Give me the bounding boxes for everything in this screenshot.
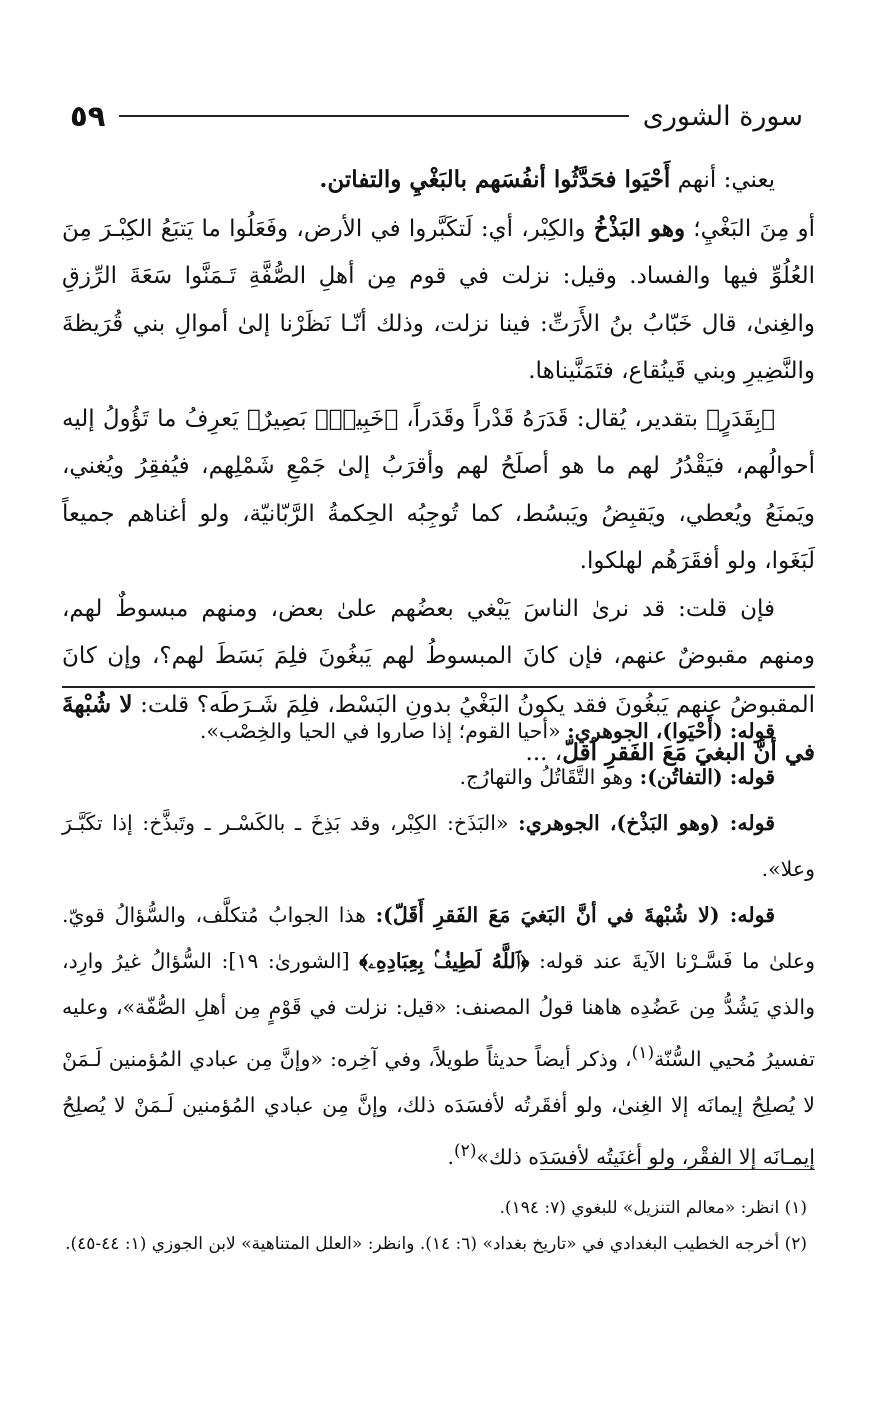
bold-text-run: قوله: (أَحْيَوا)، الجوهري: (567, 719, 775, 743)
main-text (62, 156, 815, 778)
header-rule (119, 115, 628, 117)
main-paragraph-1 (62, 156, 815, 205)
bold-text-run: لا شُبْهةَ في أنَّ البغيَ مَعَ الفَقرِ أقلّ (62, 690, 815, 766)
bold-text-run: وهو البَذْخُ (593, 214, 686, 242)
running-header (70, 96, 803, 136)
main-paragraph-3: ﴿بِقَدَرٍ﴾ بتقدير، يُقال: قَدَرَهُ قَدْراً وقَدَراً، ﴿خَبِيرُۢ بَصِيرٌ﴾ يَعرِفُ ما تَؤُولُ إليه أحوالُهم، فيَقْدُرُ لهم ما هو أصلَحُ لهم وأقرَبُ إلىٰ جَمْعِ شَمْلِهم، فيُفقِرُ ويُغني، ويَمنَعُ ويُعطي، ويَقبِضُ ويَبسُط، كما تُوجِبُه الحِكمةُ الرَّبّانيّة، ولو أغناهم جميعاً لَبَغَوا، ولو أفقَرَهُم لهلكوا. (62, 405, 815, 574)
text-run: ، ... (525, 740, 563, 766)
commentary-note-2 (62, 754, 815, 800)
text-run: «البَذَخ: الكِبْر، وقد بَذِخَ ـ بالكَسْـر ـ وتَبذَّخ: إذا تكَبَّـرَ وعلا». (62, 811, 815, 881)
text-run: ، وذكر أيضاً حديثاً طويلاً، وفي آخِره: «وإنَّ مِن عبادي المُؤمنين لَـمَنْ لا يُصلِحُ إيمانَه إلا الغِنىٰ، ولو أفقَرتُه لأفسَدَه ذلك، وإنَّ مِن عبادي المُؤمنين لَـمَنْ لا يُصلِحُ إيمـانَه إلا الفقْر، ولو أغنَيتُه لأفسَدَه ذلك» (62, 1046, 815, 1169)
bold-text-run: أَحْيَوا فحَدَّثُوا أنفُسَهم بالبَغْيِ والتفاتن. (319, 166, 671, 193)
text-run: فإن قلت: قد نرىٰ الناسَ يَبْغي بعضُهم علىٰ بعض، ومنهم مبسوطٌ لهم، ومنهم مقبوضٌ عنهم، فإن كانَ المبسوطُ لهم يَبغُونَ فلِمَ بَسَطَ لهم؟، وإن كانَ المقبوضُ عنهم يَبغُونَ فقد يكونُ البَغْيُ بدونِ البَسْط، فلِمَ شَـرَطَه؟ قلت: (62, 595, 815, 718)
footnote-separator (540, 1169, 815, 1170)
text-run: وهو التَّقَاتُلُ والتهارُج. (459, 765, 640, 789)
commentary-separator (62, 686, 815, 688)
commentary-note-4 (62, 892, 815, 1180)
bold-text-run: قوله: (وهو البَذْخ)، الجوهري: (518, 811, 775, 835)
text-run: يعني: أنهم (670, 167, 775, 193)
bold-text-run: قوله: (التفاتُن): (639, 765, 775, 789)
commentary-text (62, 708, 815, 1180)
text-run: والكِبْر، أي: لَتكَبَّروا في الأرض، وفَعَلُوا ما يَتبَعُ الكِبْـرَ مِنَ العُلُوِّ فيها والفساد. وقيل: نزلت في قوم مِن أهلِ الصُّفَّةِ تَـمَنَّوا سَعَةَ الرِّزقِ والغِنىٰ، قال خَبّابُ بنُ الأَرَتِّ: فينا نزلت، وذلك أنّـا نَظَرْنا إلىٰ أموالِ بني قُرَيظةَ والنَّضِيرِ وبني قَينُقاع، فتَمَنَّيناها. (62, 215, 815, 384)
text-run: . (447, 1144, 454, 1169)
text-run: «أحيا القوم؛ إذا صاروا في الحيا والخِصْب». (199, 719, 568, 743)
footnote-ref-1[interactable]: (١) (631, 1043, 655, 1063)
footnote-1: (١) انظر: «معالم التنزيل» للبغوي (٧: ١٩٤). (499, 1198, 807, 1218)
text-run: هذا الجوابُ مُتكلَّف، والسُّؤالُ قويّ. وعلىٰ ما فَسَّـرْنا الآيةَ عند قوله: (62, 903, 816, 973)
commentary-note-3 (62, 800, 815, 892)
page-number: ٥٩ (70, 99, 106, 133)
text-run: أو مِنَ البَغْيِ؛ (685, 215, 815, 242)
footnote-2: (٢) أخرجه الخطيب البغدادي في «تاريخ بغداد» (٦: ١٤). وانظر: «العلل المتناهية» لابن الجوزي (١: ٤٤-٤٥). (65, 1234, 807, 1254)
footnote-ref-2[interactable]: (٢) (453, 1140, 477, 1161)
footnotes (62, 1190, 807, 1262)
commentary-note-1 (62, 708, 815, 754)
main-paragraph-2 (62, 205, 815, 396)
bold-text-run: قوله: (لا شُبْهةَ في أنَّ البَغيَ مَعَ الفَقرِ أَقَلّ): (375, 903, 775, 927)
surah-title: سورة الشورى (642, 100, 803, 132)
quran-quote: ﴿ٱللَّهُ لَطِيفُۢ بِعِبَادِهِۦ﴾ (359, 949, 530, 973)
text-run: [الشورىٰ: ١٩]: السُّؤالُ غيرُ وارِد، والذي يَشُدُّ مِن عَضُدِه هاهنا قولُ المصنف: «قيل: نزلت في قَوْمٍ مِن أهلِ الصُّفّة»، وعليه تفسيرُ مُحيي السُّنّة (62, 949, 815, 1071)
